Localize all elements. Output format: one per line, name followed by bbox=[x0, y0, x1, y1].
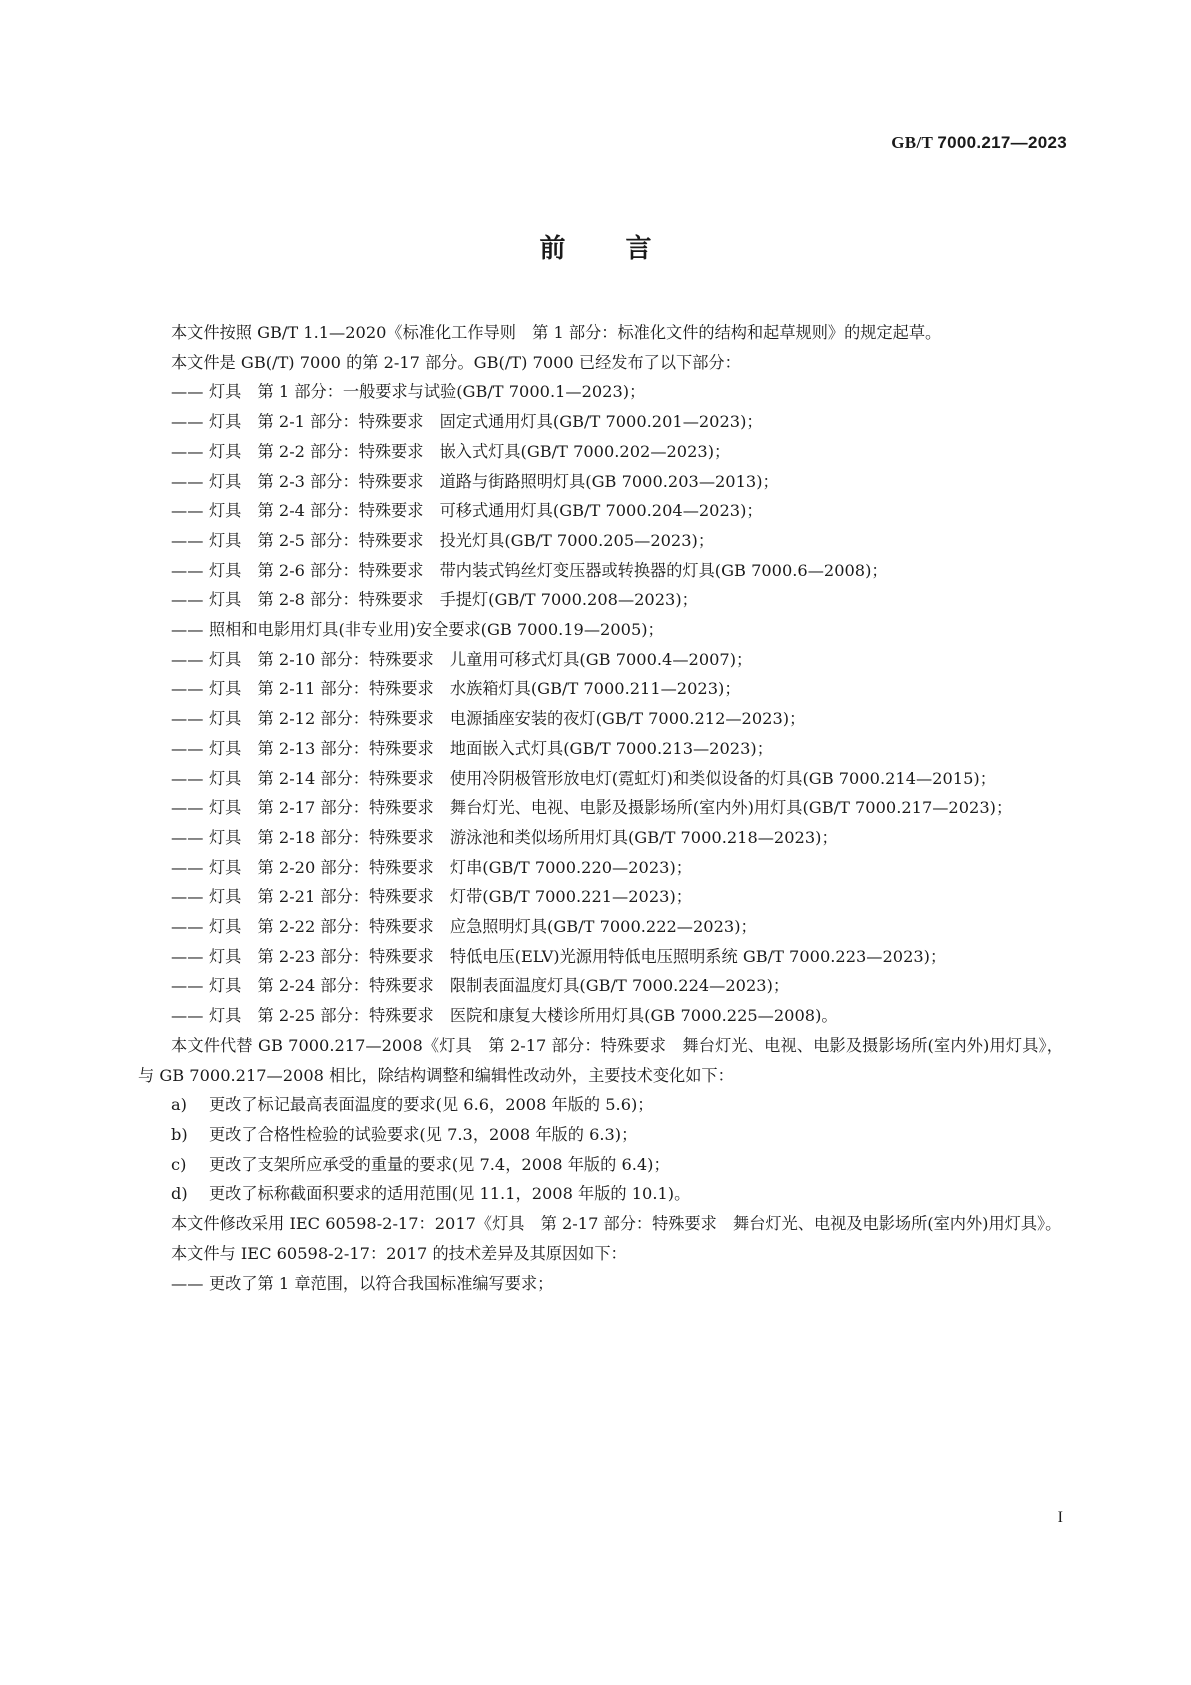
list-item: —— 灯具 第 2-3 部分：特殊要求 道路与街路照明灯具(GB 7000.203—2013)； bbox=[171, 471, 779, 491]
page-number: I bbox=[1057, 1509, 1063, 1526]
list-item: —— 灯具 第 1 部分：一般要求与试验(GB/T 7000.1—2023)； bbox=[171, 382, 646, 402]
list-item: —— 灯具 第 2-8 部分：特殊要求 手提灯(GB/T 7000.208—2023)； bbox=[171, 590, 698, 610]
standard-number bbox=[891, 133, 1067, 153]
list-item: —— 灯具 第 2-17 部分：特殊要求 舞台灯光、电视、电影及摄影场所(室内外)用灯具(GB/T 7000.217—2023)； bbox=[171, 798, 1013, 818]
list-item: —— 灯具 第 2-5 部分：特殊要求 投光灯具(GB/T 7000.205—2023)； bbox=[171, 530, 715, 550]
list-item: —— 灯具 第 2-13 部分：特殊要求 地面嵌入式灯具(GB/T 7000.213—2023)； bbox=[171, 738, 773, 758]
list-item: —— 灯具 第 2-2 部分：特殊要求 嵌入式灯具(GB/T 7000.202—2023)； bbox=[171, 441, 731, 461]
list-item: —— 灯具 第 2-22 部分：特殊要求 应急照明灯具(GB/T 7000.222—2023)； bbox=[171, 917, 757, 937]
list-item: —— 灯具 第 2-23 部分：特殊要求 特低电压(ELV)光源用特低电压照明系统 GB/T 7000.223—2023)； bbox=[171, 946, 947, 966]
list-item: —— 灯具 第 2-25 部分：特殊要求 医院和康复大楼诊所用灯具(GB 7000.225—2008)。 bbox=[171, 1006, 838, 1026]
differences-intro-paragraph: 本文件与 IEC 60598-2-17：2017 的技术差异及其原因如下： bbox=[171, 1243, 627, 1263]
technical-changes-list bbox=[138, 1090, 1063, 1209]
list-item: —— 灯具 第 2-14 部分：特殊要求 使用冷阴极管形放电灯(霓虹灯)和类似设备的灯具(GB 7000.214—2015)； bbox=[171, 768, 996, 788]
foreword-body bbox=[138, 318, 1063, 1298]
adoption-paragraph: 本文件修改采用 IEC 60598-2-17：2017《灯具 第 2-17 部分：特殊要求 舞台灯光、电视及电影场所(室内外)用灯具》。 bbox=[171, 1214, 1062, 1234]
list-item: b) 更改了合格性检验的试验要求(见 7.3，2008 年版的 6.3)； bbox=[171, 1124, 638, 1144]
series-intro-paragraph: 本文件是 GB(/T) 7000 的第 2-17 部分。GB(/T) 7000 已经发布了以下部分： bbox=[171, 352, 741, 372]
standard-code: 7000.217—2023 bbox=[937, 133, 1067, 152]
list-item: —— 灯具 第 2-1 部分：特殊要求 固定式通用灯具(GB/T 7000.201—2023)； bbox=[171, 412, 763, 432]
standard-prefix: GB/T bbox=[891, 133, 933, 152]
list-item: —— 灯具 第 2-4 部分：特殊要求 可移式通用灯具(GB/T 7000.204—2023)； bbox=[171, 501, 763, 521]
list-item: —— 灯具 第 2-24 部分：特殊要求 限制表面温度灯具(GB/T 7000.224—2023)； bbox=[171, 976, 790, 996]
list-item: —— 更改了第 1 章范围，以符合我国标准编写要求； bbox=[171, 1273, 554, 1293]
list-item: —— 灯具 第 2-18 部分：特殊要求 游泳池和类似场所用灯具(GB/T 7000.218—2023)； bbox=[171, 827, 838, 847]
drafting-rule-paragraph: 本文件按照 GB/T 1.1—2020《标准化工作导则 第 1 部分：标准化文件的结构和起草规则》的规定起草。 bbox=[171, 323, 942, 342]
list-item: —— 照相和电影用灯具(非专业用)安全要求(GB 7000.19—2005)； bbox=[171, 620, 664, 640]
list-item: —— 灯具 第 2-6 部分：特殊要求 带内装式钨丝灯变压器或转换器的灯具(GB 7000.6—2008)； bbox=[171, 560, 888, 580]
list-item: —— 灯具 第 2-21 部分：特殊要求 灯带(GB/T 7000.221—2023)； bbox=[171, 887, 692, 907]
list-item: —— 灯具 第 2-10 部分：特殊要求 儿童用可移式灯具(GB 7000.4—2007)； bbox=[171, 649, 753, 669]
published-parts-list bbox=[138, 377, 1063, 1030]
list-item: —— 灯具 第 2-20 部分：特殊要求 灯串(GB/T 7000.220—2023)； bbox=[171, 857, 692, 877]
list-item: c) 更改了支架所应承受的重量的要求(见 7.4，2008 年版的 6.4)； bbox=[171, 1154, 670, 1174]
replacement-paragraph: 本文件代替 GB 7000.217—2008《灯具 第 2-17 部分：特殊要求 舞台灯光、电视、电影及摄影场所(室内外)用灯具》，与 GB 7000.217—2008 相比，除结构调整和编辑性改动外，主要技术变化如下： bbox=[138, 1035, 1063, 1085]
list-item: a) 更改了标记最高表面温度的要求(见 6.6，2008 年版的 5.6)； bbox=[171, 1095, 654, 1115]
list-item: —— 灯具 第 2-12 部分：特殊要求 电源插座安装的夜灯(GB/T 7000.212—2023)； bbox=[171, 709, 806, 729]
list-item: d) 更改了标称截面积要求的适用范围(见 11.1，2008 年版的 10.1)。 bbox=[171, 1184, 691, 1204]
page-title: 前言 bbox=[539, 234, 712, 264]
technical-differences-list bbox=[138, 1269, 1063, 1299]
list-item: —— 灯具 第 2-11 部分：特殊要求 水族箱灯具(GB/T 7000.211—2023)； bbox=[171, 679, 741, 699]
